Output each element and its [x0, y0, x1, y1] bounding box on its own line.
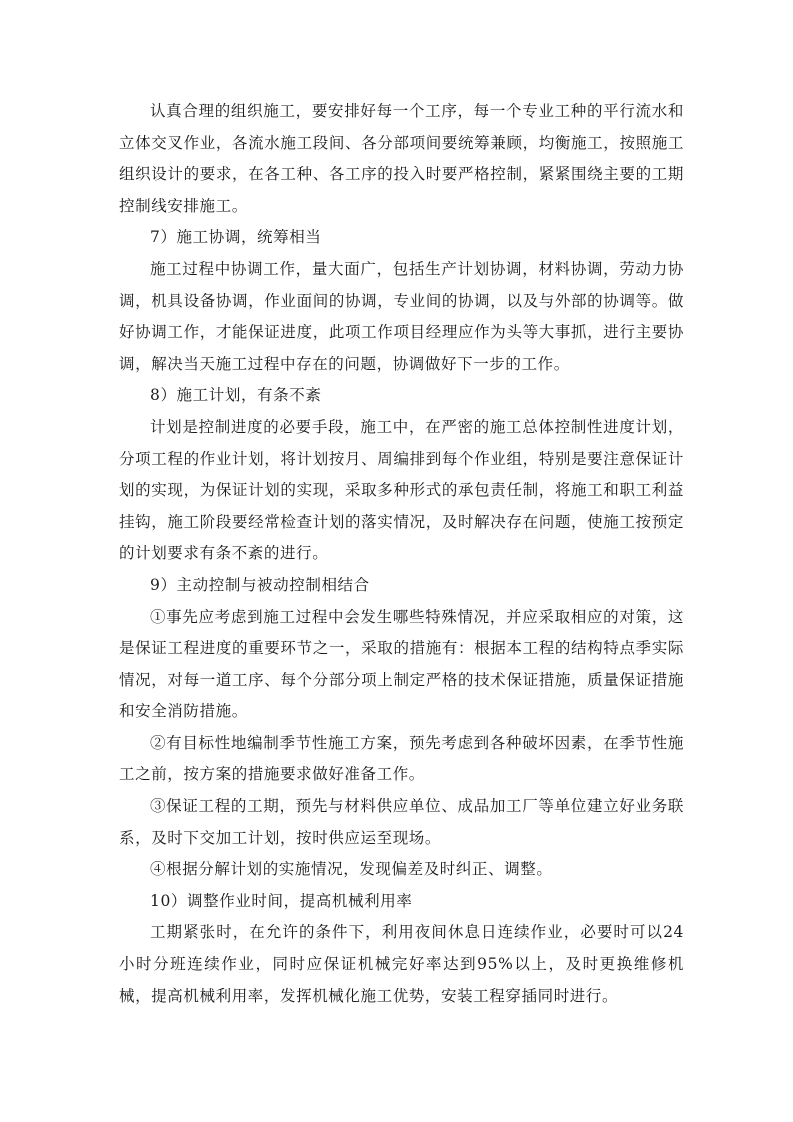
document-page [119, 96, 684, 1012]
paragraph-control-item-4: ④根据分解计划的实施情况，发现偏差及时纠正、调整。 [150, 860, 553, 879]
paragraph-control-item-1: ①事先应考虑到施工过程中会发生哪些特殊情况，并应采取相应的对策，这是保证工程进度的重要环节之一，采取的措施有：根据本工程的结构特点季实际情况，对每一道工序、每个分部分项上制定严格的技术保证措施，质量保证措施和安全消防措施。 [119, 607, 684, 721]
paragraph-coordination: 施工过程中协调工作，量大面广，包括生产计划协调，材料协调，劳动力协调，机具设备协调，作业面间的协调，专业间的协调，以及与外部的协调等。做好协调工作，才能保证进度，此项工作项目经理应作为头等大事抓，进行主要协调，解决当天施工过程中存在的问题，协调做好下一步的工作。 [119, 259, 684, 373]
paragraph-organize-construction: 认真合理的组织施工，要安排好每一个工序，每一个专业工种的平行流水和立体交叉作业，各流水施工段间、各分部项间要统筹兼顾，均衡施工，按照施工组织设计的要求，在各工种、各工序的投入时要严格控制，紧紧围绕主要的工期控制线安排施工。 [119, 102, 684, 215]
paragraph-control-item-3: ③保证工程的工期，预先与材料供应单位、成品加工厂等单位建立好业务联系，及时下交加工计划，按时供应运至现场。 [119, 797, 684, 847]
paragraph-adjust-work-time: 工期紧张时，在允许的条件下，利用夜间休息日连续作业，必要时可以24小时分班连续作业，同时应保证机械完好率达到95%以上，及时更换维修机械，提高机械利用率，发挥机械化施工优势，安装工程穿插同时进行。 [119, 923, 684, 1005]
heading-10-adjust-work-time: 10）调整作业时间，提高机械利用率 [150, 891, 413, 910]
heading-8-construction-plan: 8）施工计划，有条不紊 [150, 386, 322, 405]
paragraph-construction-plan: 计划是控制进度的必要手段，施工中，在严密的施工总体控制性进度计划，分项工程的作业计划，将计划按月、周编排到每个作业组，特别是要注意保证计划的实现，为保证计划的实现，采取多种形式的承包责任制，将施工和职工利益挂钩，施工阶段要经常检查计划的落实情况，及时解决存在问题，使施工按预定的计划要求有条不紊的进行。 [119, 417, 684, 563]
heading-7-coordination: 7）施工协调，统筹相当 [150, 228, 322, 247]
heading-9-active-passive-control: 9）主动控制与被动控制相结合 [150, 575, 370, 594]
paragraph-control-item-2: ②有目标性地编制季节性施工方案，预先考虑到各种破坏因素，在季节性施工之前，按方案的措施要求做好准备工作。 [119, 733, 684, 784]
